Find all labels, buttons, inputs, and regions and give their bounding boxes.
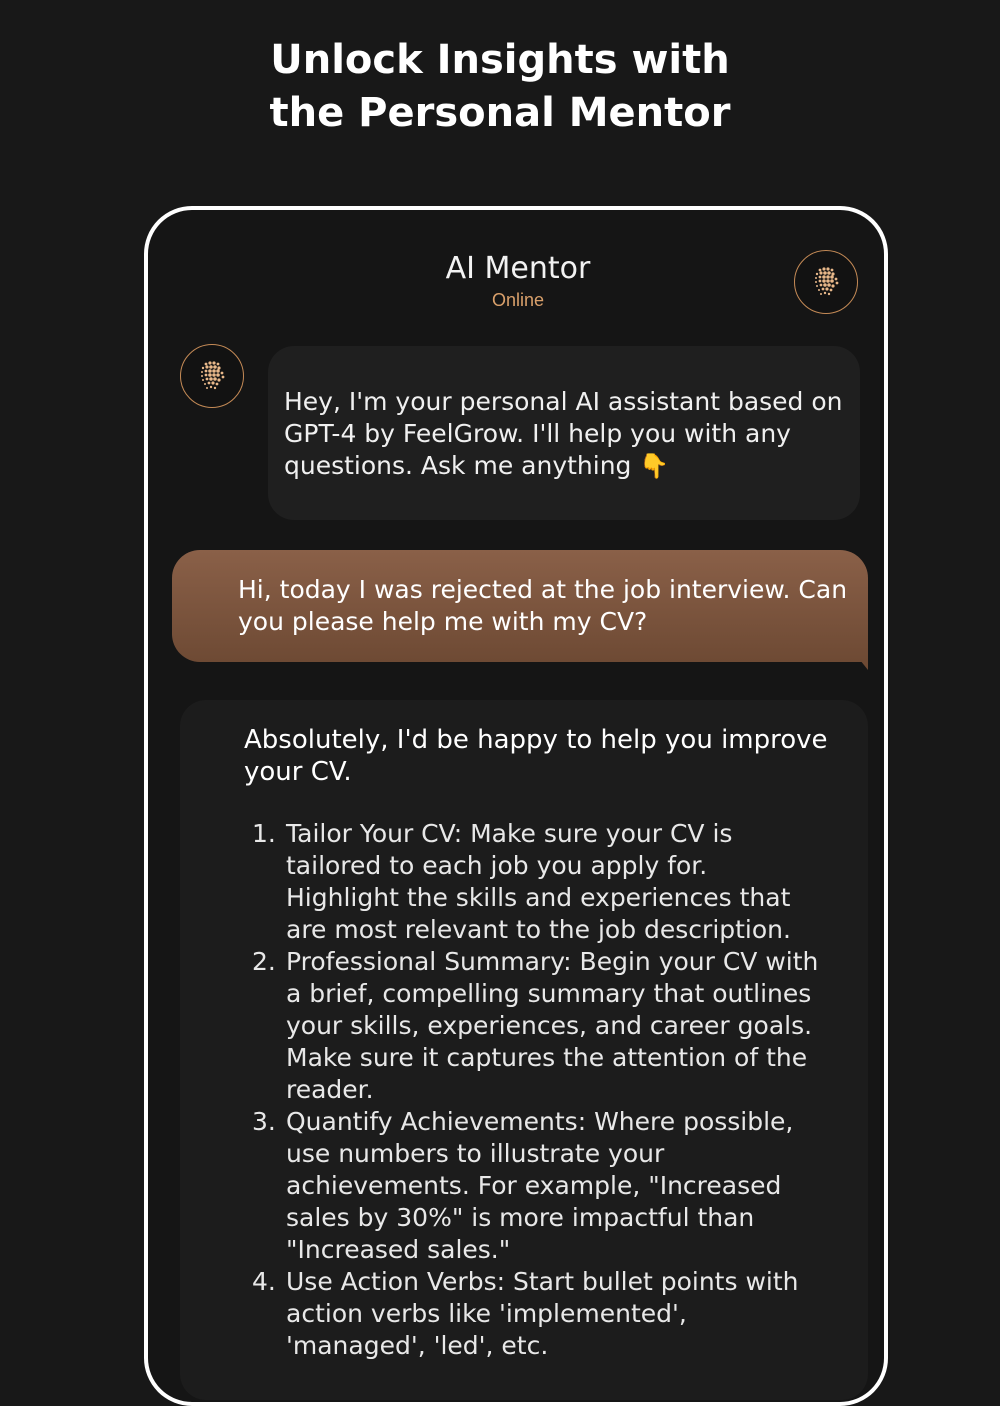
chat-header bbox=[148, 250, 888, 312]
mentor-face-icon bbox=[806, 262, 846, 302]
mentor-face-icon bbox=[192, 356, 232, 396]
list-item-number: 2. bbox=[252, 947, 276, 976]
headline-line-1: Unlock Insights with bbox=[270, 37, 730, 83]
mentor-avatar-message bbox=[180, 344, 244, 408]
user-message-text: Hi, today I was rejected at the job interview. Can you please help me with my CV? bbox=[238, 575, 848, 636]
headline bbox=[0, 34, 1000, 140]
ai-reply-intro: Absolutely, I'd be happy to help you improve your CV. bbox=[244, 725, 828, 787]
mentor-avatar-header[interactable] bbox=[794, 250, 858, 314]
list-item-text: Tailor Your CV: Make sure your CV is tailored to each job you apply for. Highlight the skills and experiences that are most relevant to the job description. bbox=[286, 819, 791, 944]
list-item-number: 3. bbox=[252, 1107, 276, 1136]
list-item-text: Quantify Achievements: Where possible, use numbers to illustrate your achievements. For example, "Increased sales by 30%" is more impactful than "Increased sales." bbox=[286, 1107, 794, 1264]
list-item bbox=[244, 1106, 828, 1266]
ai-reply-bubble bbox=[180, 700, 868, 1400]
list-item bbox=[244, 946, 828, 1106]
chat-status: Online bbox=[491, 290, 545, 310]
ai-greeting-text: Hey, I'm your personal AI assistant based on GPT-4 by FeelGrow. I'll help you with any questions. Ask me anything bbox=[284, 387, 843, 480]
list-item-text: Use Action Verbs: Start bullet points with action verbs like 'implemented', 'managed', 'led', etc. bbox=[286, 1267, 799, 1360]
list-item-text: Professional Summary: Begin your CV with a brief, compelling summary that outlines your skills, experiences, and career goals. Make sure it captures the attention of the reader. bbox=[286, 947, 819, 1104]
list-item bbox=[244, 818, 828, 946]
ai-reply-list bbox=[244, 818, 828, 1362]
list-item-number: 1. bbox=[252, 819, 276, 848]
headline-line-2: the Personal Mentor bbox=[269, 90, 731, 136]
chat-title: AI Mentor bbox=[445, 251, 591, 286]
user-message-bubble bbox=[172, 550, 868, 662]
phone-frame bbox=[144, 206, 888, 1406]
pointing-down-icon: 👇 bbox=[639, 452, 670, 480]
list-item bbox=[244, 1266, 828, 1362]
list-item-number: 4. bbox=[252, 1267, 276, 1296]
ai-greeting-bubble bbox=[268, 346, 860, 520]
